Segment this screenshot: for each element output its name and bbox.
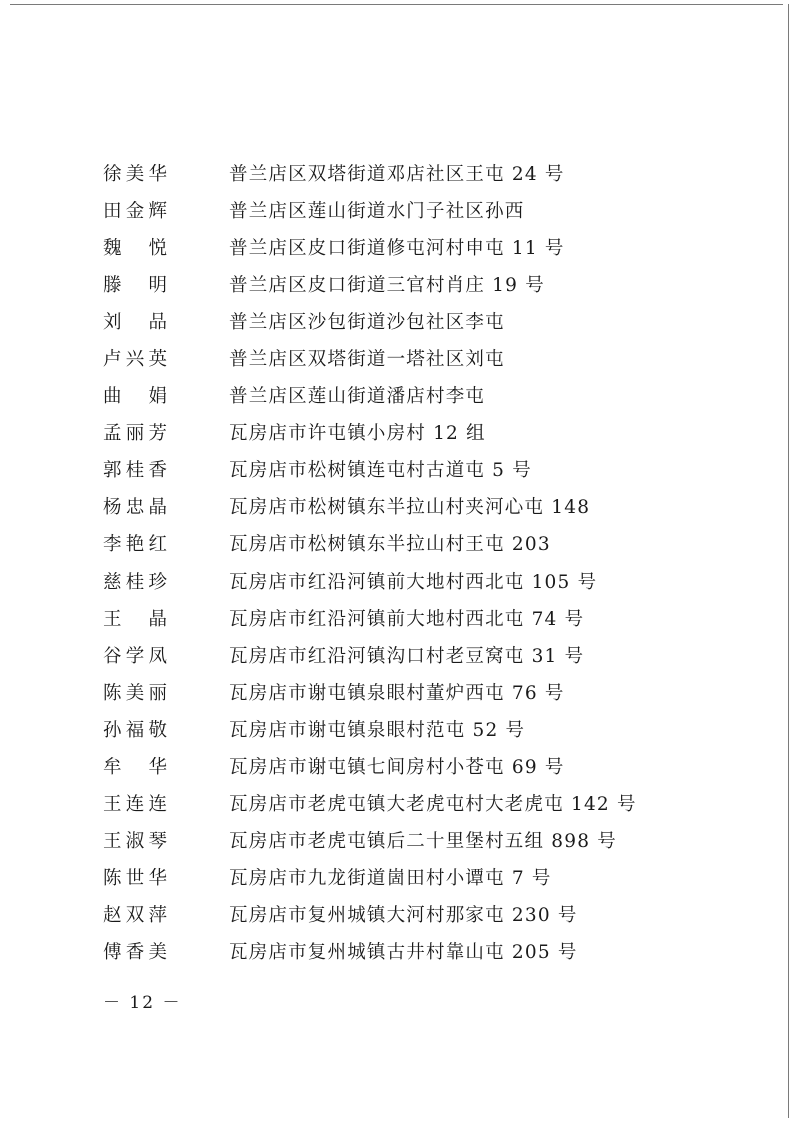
list-item — [103, 823, 743, 860]
list-item — [103, 304, 743, 341]
person-name: 牟 华 — [103, 756, 167, 778]
person-address: 普兰店区莲山街道水门子社区孙西 — [229, 201, 525, 223]
list-item — [103, 415, 743, 452]
person-address: 瓦房店市谢屯镇七间房村小苍屯 69 号 — [229, 756, 565, 778]
list-item — [103, 230, 743, 267]
person-name: 魏 悦 — [103, 238, 167, 260]
person-address: 瓦房店市九龙街道崮田村小谭屯 7 号 — [229, 867, 552, 889]
person-name: 王 晶 — [103, 608, 167, 630]
list-item — [103, 156, 743, 193]
list-item — [103, 601, 743, 638]
list-item — [103, 193, 743, 230]
person-name: 陈美丽 — [103, 682, 167, 704]
list-item — [103, 860, 743, 897]
person-address: 瓦房店市红沿河镇沟口村老豆窝屯 31 号 — [229, 645, 585, 667]
person-name: 郭桂香 — [103, 460, 167, 482]
list-item — [103, 452, 743, 489]
list-item — [103, 897, 743, 934]
list-item — [103, 526, 743, 563]
list-item — [103, 934, 743, 971]
person-name: 滕 明 — [103, 275, 167, 297]
scan-border-top — [10, 4, 783, 5]
person-address: 普兰店区莲山街道潘店村李屯 — [229, 386, 486, 408]
person-address: 瓦房店市松树镇连屯村古道屯 5 号 — [229, 460, 532, 482]
person-name: 田金辉 — [103, 201, 167, 223]
list-item — [103, 786, 743, 823]
person-name: 孙福敬 — [103, 719, 167, 741]
list-item — [103, 489, 743, 526]
list-item — [103, 341, 743, 378]
person-name: 孟丽芳 — [103, 423, 167, 445]
name-address-list — [103, 156, 743, 971]
person-name: 慈桂珍 — [103, 571, 167, 593]
person-address: 瓦房店市谢屯镇泉眼村董炉西屯 76 号 — [229, 682, 565, 704]
person-name: 王淑琴 — [103, 830, 167, 852]
person-name: 陈世华 — [103, 867, 167, 889]
person-address: 瓦房店市老虎屯镇后二十里堡村五组 898 号 — [229, 830, 617, 852]
list-item — [103, 749, 743, 786]
page-number: － 12 － — [103, 993, 182, 1013]
list-item — [103, 675, 743, 712]
person-address: 普兰店区双塔街道邓店社区王屯 24 号 — [229, 164, 565, 185]
person-address: 普兰店区双塔街道一塔社区刘屯 — [229, 349, 505, 371]
list-item — [103, 267, 743, 304]
person-name: 曲 娟 — [103, 386, 167, 408]
person-address: 瓦房店市老虎屯镇大老虎屯村大老虎屯 142 号 — [229, 793, 637, 815]
list-item — [103, 638, 743, 675]
person-address: 普兰店区皮口街道修屯河村申屯 11 号 — [229, 238, 565, 260]
person-name: 杨忠晶 — [103, 497, 167, 519]
list-item — [103, 712, 743, 749]
person-name: 王连连 — [103, 793, 167, 815]
scan-border-right — [788, 4, 789, 1118]
person-name: 傅香美 — [103, 941, 167, 963]
person-address: 普兰店区沙包街道沙包社区李屯 — [229, 312, 505, 334]
person-address: 瓦房店市复州城镇古井村靠山屯 205 号 — [229, 941, 578, 963]
person-name: 赵双萍 — [103, 904, 167, 926]
person-name: 刘 品 — [103, 312, 167, 334]
person-address: 瓦房店市许屯镇小房村 12 组 — [229, 423, 486, 445]
person-address: 瓦房店市松树镇东半拉山村夹河心屯 148 — [229, 497, 591, 519]
list-item — [103, 378, 743, 415]
person-address: 普兰店区皮口街道三官村肖庄 19 号 — [229, 275, 545, 297]
person-address: 瓦房店市红沿河镇前大地村西北屯 105 号 — [229, 571, 598, 593]
person-name: 徐美华 — [103, 164, 167, 185]
person-name: 卢兴英 — [103, 349, 167, 371]
person-name: 李艳红 — [103, 534, 167, 556]
person-address: 瓦房店市松树镇东半拉山村王屯 203 — [229, 534, 551, 556]
list-item — [103, 564, 743, 601]
person-address: 瓦房店市谢屯镇泉眼村范屯 52 号 — [229, 719, 526, 741]
person-name: 谷学凤 — [103, 645, 167, 667]
person-address: 瓦房店市复州城镇大河村那家屯 230 号 — [229, 904, 578, 926]
person-address: 瓦房店市红沿河镇前大地村西北屯 74 号 — [229, 608, 585, 630]
